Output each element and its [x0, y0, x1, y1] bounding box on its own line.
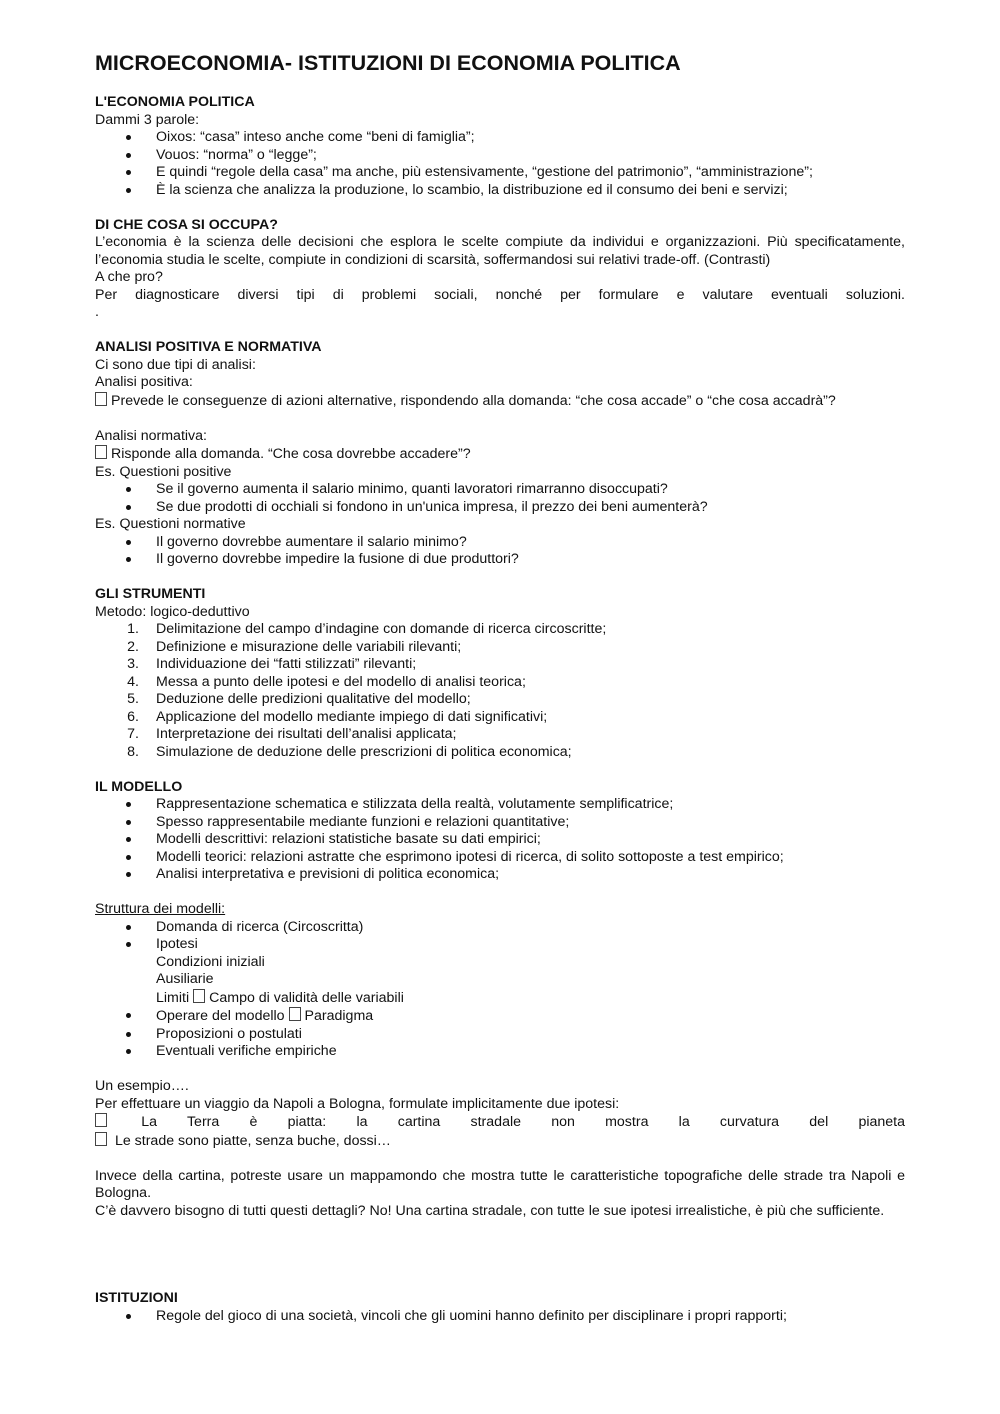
paragraph: Per effettuare un viaggio da Napoli a Bologna, formulate implicitamente due ipotesi: — [95, 1095, 620, 1112]
bullet-list — [95, 534, 905, 569]
sub-item: Condizioni iniziali — [156, 953, 265, 970]
list-item — [95, 709, 905, 727]
arrow-line — [95, 445, 905, 464]
bullet-list — [95, 796, 905, 884]
arrow-line-text: Prevede le conseguenze di azioni alternative, rispondendo alla domanda: “che cosa accade” o “che cosa accadrà”? — [111, 392, 836, 409]
arrow-icon — [289, 1007, 301, 1021]
heading-economia-politica: L'ECONOMIA POLITICA — [95, 94, 255, 110]
list-item: Spesso rappresentabile mediante funzioni e relazioni quantitative; — [95, 814, 905, 832]
arrow-icon — [95, 392, 107, 406]
list-item — [95, 1007, 905, 1026]
label-questioni-normative: Es. Questioni normative — [95, 516, 246, 532]
list-number: 5. — [127, 691, 139, 707]
sub-item-text: Campo di validità delle variabili — [209, 989, 404, 1006]
label-analisi-normativa: Analisi normativa: — [95, 427, 207, 444]
label-analisi-positiva: Analisi positiva: — [95, 374, 193, 390]
list-number: 1. — [127, 621, 139, 637]
list-item: Regole del gioco di una società, vincoli che gli uomini hanno definito per disciplinare i propri rapporti; — [95, 1308, 905, 1326]
list-number: 2. — [127, 638, 139, 655]
document-content — [95, 49, 905, 1325]
arrow-icon — [95, 445, 107, 459]
list-item-text: Messa a punto delle ipotesi e del modello di analisi teorica; — [156, 673, 526, 690]
list-item: Modelli teorici: relazioni astratte che esprimono ipotesi di ricerca, di solito sottoposte a test empirico; — [95, 849, 905, 867]
heading-di-che-cosa: DI CHE COSA SI OCCUPA? — [95, 216, 278, 233]
paragraph: Invece della cartina, potreste usare un mappamondo che mostra tutte le caratteristiche topografiche delle strade tra Napoli e Bologna. — [95, 1167, 905, 1201]
arrow-icon — [95, 1132, 107, 1146]
arrow-line-text: Le strade sono piatte, senza buche, dossi… — [114, 1132, 391, 1149]
list-item — [95, 674, 905, 692]
sub-item — [95, 989, 905, 1008]
bullet-list — [95, 129, 905, 199]
list-item: Rappresentazione schematica e stilizzata della realtà, volutamente semplificatrice; — [95, 796, 905, 814]
list-item: Il governo dovrebbe aumentare il salario minimo? — [95, 534, 905, 552]
arrow-line — [95, 392, 905, 411]
list-number: 8. — [127, 743, 139, 760]
list-item-text: Paradigma — [304, 1008, 374, 1024]
list-item-text: Simulazione de deduzione delle prescrizioni di politica economica; — [156, 743, 572, 760]
list-item: Eventuali verifiche empiriche — [95, 1043, 905, 1061]
list-item: Analisi interpretativa e previsioni di politica economica; — [95, 866, 905, 884]
list-item-text: Interpretazione dei risultati dell’analisi applicata; — [156, 726, 457, 742]
bullet-list — [95, 1308, 905, 1326]
list-item: Se due prodotti di occhiali si fondono in un'unica impresa, il prezzo dei beni aumenterà? — [95, 499, 905, 517]
list-item: Vouos: “norma” o “legge”; — [95, 147, 905, 165]
list-number: 3. — [127, 656, 139, 672]
list-item: Se il governo aumenta il salario minimo, quanti lavoratori rimarranno disoccupati? — [95, 481, 905, 499]
arrow-icon — [95, 1113, 107, 1127]
numbered-list — [95, 621, 905, 761]
arrow-line — [95, 1113, 905, 1132]
list-item: Il governo dovrebbe impedire la fusione di due produttori? — [95, 551, 905, 569]
arrow-line — [95, 1132, 905, 1151]
label-questioni-positive: Es. Questioni positive — [95, 463, 232, 480]
list-item: È la scienza che analizza la produzione, lo scambio, la distribuzione ed il consumo dei beni e servizi; — [95, 182, 905, 200]
list-item: E quindi “regole della casa” ma anche, più estensivamente, “gestione del patrimonio”, “amministrazione”; — [95, 164, 905, 182]
paragraph: C’è davvero bisogno di tutti questi dettagli? No! Una cartina stradale, con tutte le sue ipotesi irrealistiche, è più che sufficiente. — [95, 1202, 885, 1219]
list-item — [95, 639, 905, 657]
list-item-text: Definizione e misurazione delle variabili rilevanti; — [156, 638, 462, 655]
paragraph: Per diagnosticare diversi tipi di problemi sociali, nonché per formulare e valutare eventuali soluzioni. — [95, 286, 905, 303]
list-item — [95, 726, 905, 744]
list-item-text: Delimitazione del campo d’indagine con domande di ricerca circoscritte; — [156, 621, 607, 637]
arrow-line-text: Risponde alla domanda. “Che cosa dovrebbe accadere”? — [111, 446, 471, 462]
heading-strumenti: GLI STRUMENTI — [95, 586, 206, 602]
list-item — [95, 691, 905, 709]
page-title: MICROECONOMIA- ISTITUZIONI DI ECONOMIA POLITICA — [95, 51, 681, 75]
intro-text: Metodo: logico-deduttivo — [95, 603, 250, 620]
intro-text: Dammi 3 parole: — [95, 111, 200, 128]
list-item-text: Applicazione del modello mediante impiego di dati significativi; — [156, 708, 548, 725]
intro-text: Ci sono due tipi di analisi: — [95, 356, 256, 373]
label-esempio: Un esempio…. — [95, 1078, 189, 1094]
arrow-line-text: La Terra è piatta: la cartina stradale non mostra la curvatura del pianeta — [141, 1114, 905, 1130]
list-item: Proposizioni o postulati — [95, 1026, 905, 1044]
list-item: Domanda di ricerca (Circoscritta) — [95, 919, 905, 937]
arrow-icon — [193, 989, 205, 1003]
list-number: 6. — [127, 708, 139, 725]
heading-analisi: ANALISI POSITIVA E NORMATIVA — [95, 339, 322, 355]
list-item: Oixos: “casa” inteso anche come “beni di famiglia”; — [95, 129, 905, 147]
paragraph: L’economia è la scienza delle decisioni che esplora le scelte compiute da individui e organizzazioni. Più specificatamente, l’economia studia le scelte, compiute in condizioni di scarsità, soffermandosi sui relativi trade-off. (Contrasti) — [95, 234, 905, 268]
bullet-list — [95, 1007, 905, 1061]
stray-dot: . — [95, 304, 99, 320]
list-item: Ipotesi — [95, 936, 905, 954]
list-item: Modelli descrittivi: relazioni statistiche basate su dati empirici; — [95, 831, 905, 849]
bullet-list — [95, 481, 905, 516]
list-number: 7. — [127, 726, 139, 742]
list-item-text: Operare del modello — [156, 1008, 285, 1024]
list-number: 4. — [127, 673, 139, 690]
question-text: A che pro? — [95, 269, 163, 285]
sub-item-text: Limiti — [156, 989, 190, 1006]
heading-istituzioni: ISTITUZIONI — [95, 1290, 178, 1306]
sub-item: Ausiliarie — [156, 971, 214, 987]
list-item — [95, 621, 905, 639]
list-item-text: Deduzione delle predizioni qualitative del modello; — [156, 691, 471, 707]
list-item — [95, 744, 905, 762]
list-item — [95, 656, 905, 674]
heading-modello: IL MODELLO — [95, 778, 183, 795]
bullet-list — [95, 919, 905, 954]
list-item-text: Individuazione dei “fatti stilizzati” rilevanti; — [156, 656, 417, 672]
label-struttura-modelli: Struttura dei modelli: — [95, 901, 226, 917]
